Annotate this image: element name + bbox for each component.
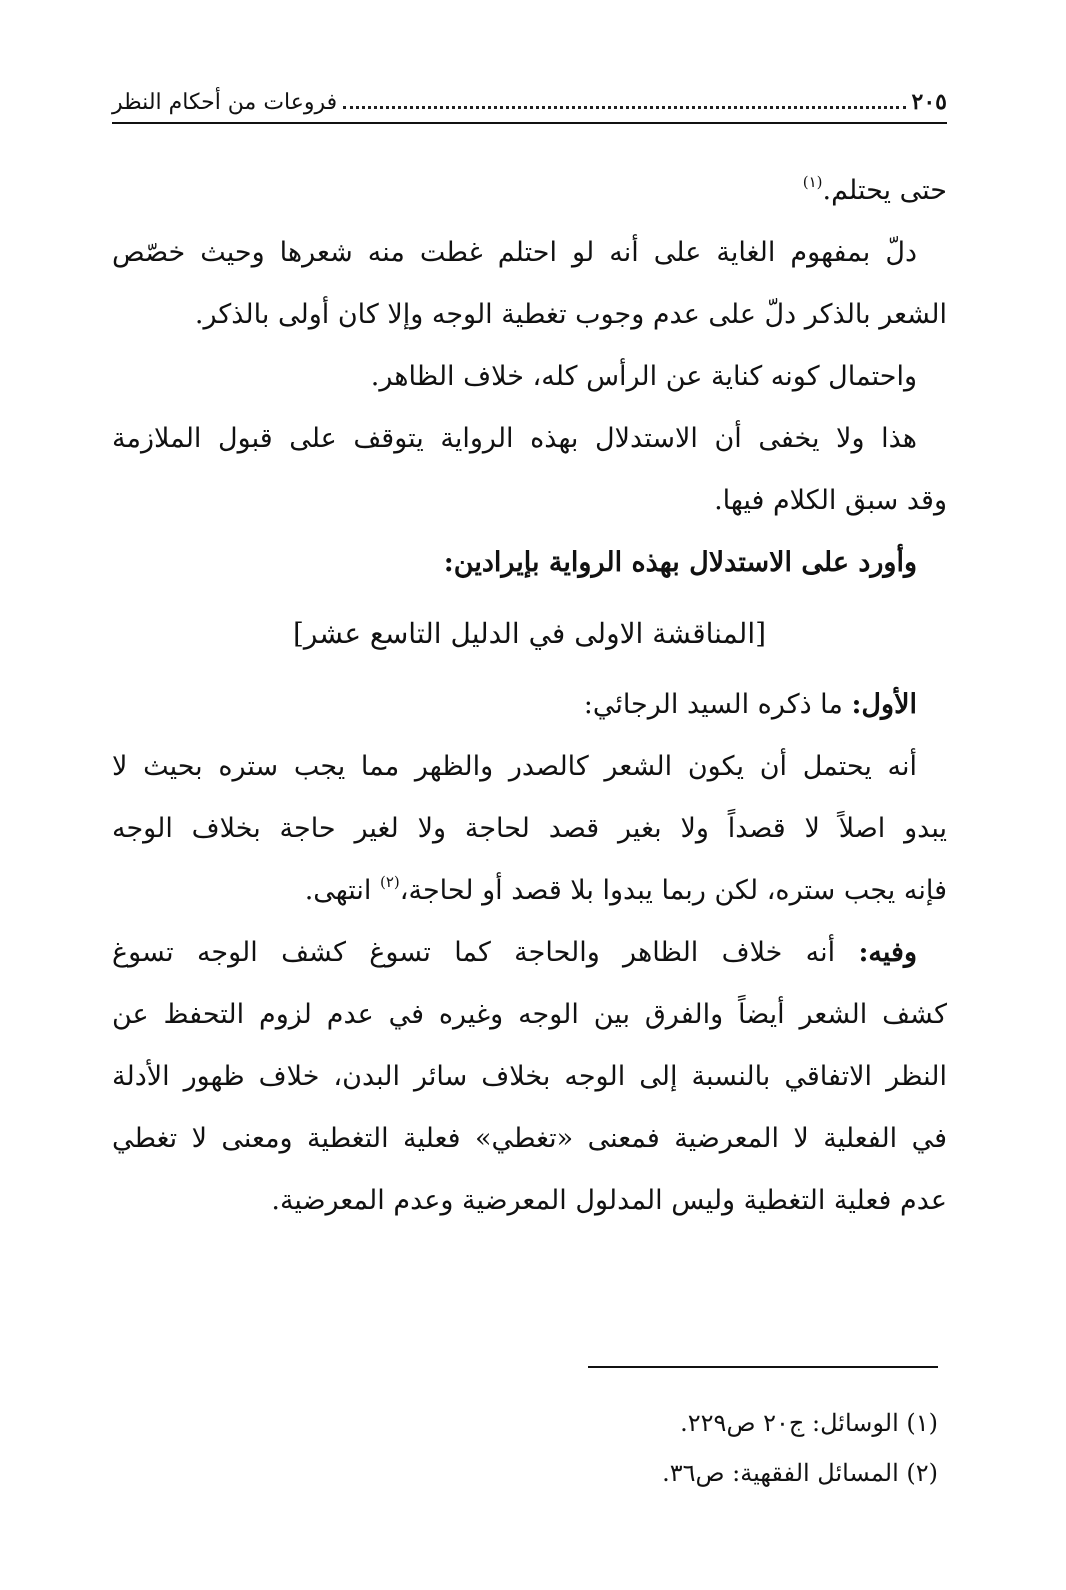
footnote-2: (٢) المسائل الفقهية: ص٣٦. [662, 1459, 938, 1487]
paragraph-7-line-1 [112, 922, 947, 984]
paragraph-7-line-2: كشف الشعر أيضاً والفرق بين الوجه وغيره في عدم لزوم التحفظ عن [112, 999, 947, 1030]
paragraph-4-line-1: هذا ولا يخفى أن الاستدلال بهذه الرواية يتوقف على قبول الملازمة [112, 423, 917, 454]
paragraph-7-line-4: في الفعلية لا المعرضية فمعنى «تغطي» فعلية التغطية ومعنى لا تغطي [112, 1123, 947, 1154]
paragraph-6-line-3-end: انتهى. [304, 875, 372, 906]
paragraph-3: واحتمال كونه كناية عن الرأس كله، خلاف الظاهر. [370, 361, 917, 392]
paragraph-6-line-3-text: فإنه يجب ستره، لكن ربما يبدوا بلا قصد أو لحاجة، [399, 875, 947, 906]
paragraph-5-lead: الأول: [851, 689, 917, 720]
running-header [112, 82, 947, 124]
paragraph-7-line-3: النظر الاتفاقي بالنسبة إلى الوجه بخلاف سائر البدن، خلاف ظهور الأدلة [112, 1061, 947, 1092]
main-text [112, 160, 947, 1232]
paragraph-1 [112, 160, 947, 222]
paragraph-2-line-2: الشعر بالذكر دلّ على عدم وجوب تغطية الوجه وإلا كان أولى بالذكر. [194, 299, 947, 330]
subheading: وأورد على الاستدلال بهذه الرواية بإيرادين: [443, 547, 917, 578]
footnote-separator [588, 1366, 938, 1368]
paragraph-7-line-5: عدم فعلية التغطية وليس المدلول المعرضية وعدم المعرضية. [271, 1185, 947, 1216]
paragraph-7-lead: وفيه: [858, 937, 917, 968]
paragraph-2-line-1: دلّ بمفهوم الغاية على أنه لو احتلم غطت منه شعرها وحيث خصّص [112, 237, 917, 268]
footnote-ref-1: (١) [802, 173, 823, 191]
leader-dots [343, 106, 905, 109]
section-title: [المناقشة الاولى في الدليل التاسع عشر] [292, 617, 767, 650]
paragraph-6-line-1: أنه يحتمل أن يكون الشعر كالصدر والظهر مما يجب ستره بحيث لا [112, 751, 917, 782]
paragraph-6-line-3 [112, 860, 947, 922]
paragraph-4-line-2: وقد سبق الكلام فيها. [714, 485, 947, 516]
footnotes [112, 1398, 938, 1498]
running-title: فروعات من أحكام النظر [112, 89, 338, 115]
footnote-1: (١) الوسائل: ج٢٠ ص٢٢٩. [680, 1409, 938, 1437]
footnote-ref-2: (٢) [379, 873, 400, 891]
paragraph-7-line-1-text: أنه خلاف الظاهر والحاجة كما تسوغ كشف الوجه تسوغ [112, 937, 836, 968]
paragraph-1-text: حتى يحتلم. [822, 175, 947, 206]
paragraph-5-text: ما ذكره السيد الرجائي: [583, 689, 843, 720]
page-number: ٢٠٥ [911, 89, 947, 115]
paragraph-5 [112, 674, 947, 736]
paragraph-6-line-2: يبدو اصلاً لا قصداً ولا بغير قصد لحاجة ولا لغير حاجة بخلاف الوجه [112, 813, 947, 844]
